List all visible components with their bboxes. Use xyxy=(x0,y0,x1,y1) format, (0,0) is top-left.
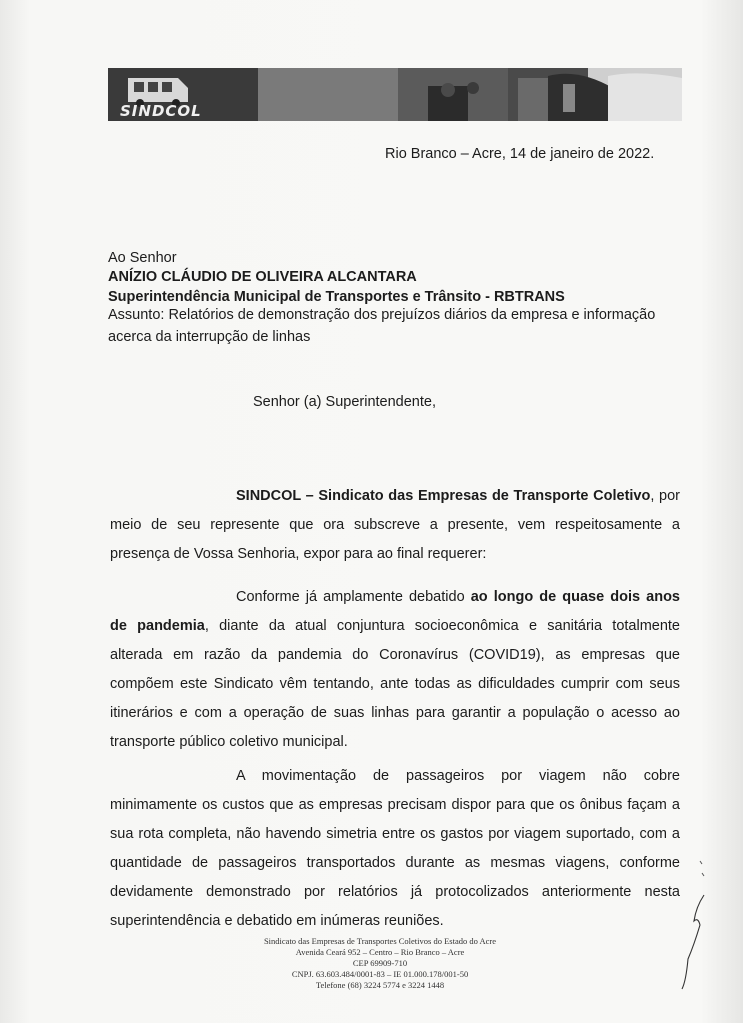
paragraph-2 xyxy=(110,583,680,757)
footer-line-1: Sindicato das Empresas de Transportes Coletivos do Estado do Acre xyxy=(263,936,497,946)
salutation: Senhor (a) Superintendente, xyxy=(253,394,436,410)
paragraph-2-bold: ao longo de quase dois anos de pandemia xyxy=(110,589,680,634)
footer-line-4: CNPJ. 63.603.484/0001-83 – IE 01.000.178/001-50 xyxy=(291,969,469,979)
paragraph-1-bold-lead: SINDCOL – Sindicato das Empresas de Transporte Coletivo xyxy=(236,488,651,504)
signature-mark-image xyxy=(660,855,720,995)
sindcol-logo-text: SINDCOL xyxy=(120,102,202,120)
recipient-greeting: Ao Senhor xyxy=(108,250,177,266)
paragraph-3: A movimentação de passageiros por viagem não cobre minimamente os custos que as empresas precisam dispor para que os ônibus façam a sua rota completa, não havendo simetria entre os gastos por viagem suportado, com a quantidade de passageiros transportados durante as mesmas viagens, conforme devidamente demonstrado por relatórios já protocolizados anteriormente nesta superintendência e debatido em inúmeras reuniões. xyxy=(110,768,680,929)
subject-line-2: acerca da interrupção de linhas xyxy=(108,329,311,345)
paragraph-1-text: , por meio de seu represente que ora subscreve a presente, vem respeitosamente a presença de Vossa Senhoria, expor para ao final requerer: xyxy=(110,488,680,562)
paragraph-2-text: , diante da atual conjuntura socioeconômica e sanitária totalmente alterada em razão da pandemia do Coronavírus (COVID19), as empresas que compõem este Sindicato vêm tentando, ante todas as dificuldades cumprir com seus itinerários e com a operação de suas linhas para garantir a população o acesso ao transporte público coletivo municipal. xyxy=(110,618,680,750)
recipient-organization: Superintendência Municipal de Transportes e Trânsito - RBTRANS xyxy=(108,289,565,305)
subject-line-1: Assunto: Relatórios de demonstração dos prejuízos diários da empresa e informação xyxy=(108,307,656,323)
paragraph-2-lead: Conforme já amplamente debatido xyxy=(236,589,471,605)
footer-line-5: Telefone (68) 3224 5774 e 3224 1448 xyxy=(315,980,445,990)
recipient-name: ANÍZIO CLÁUDIO DE OLIVEIRA ALCANTARA xyxy=(108,269,417,285)
footer-line-3: CEP 69909-710 xyxy=(352,958,408,968)
footer-line-2: Avenida Ceará 952 – Centro – Rio Branco – Acre xyxy=(295,947,465,957)
footer-address xyxy=(180,936,580,991)
paragraph-1 xyxy=(110,482,680,569)
letterhead-banner xyxy=(108,68,682,121)
date-line: Rio Branco – Acre, 14 de janeiro de 2022. xyxy=(385,146,655,162)
